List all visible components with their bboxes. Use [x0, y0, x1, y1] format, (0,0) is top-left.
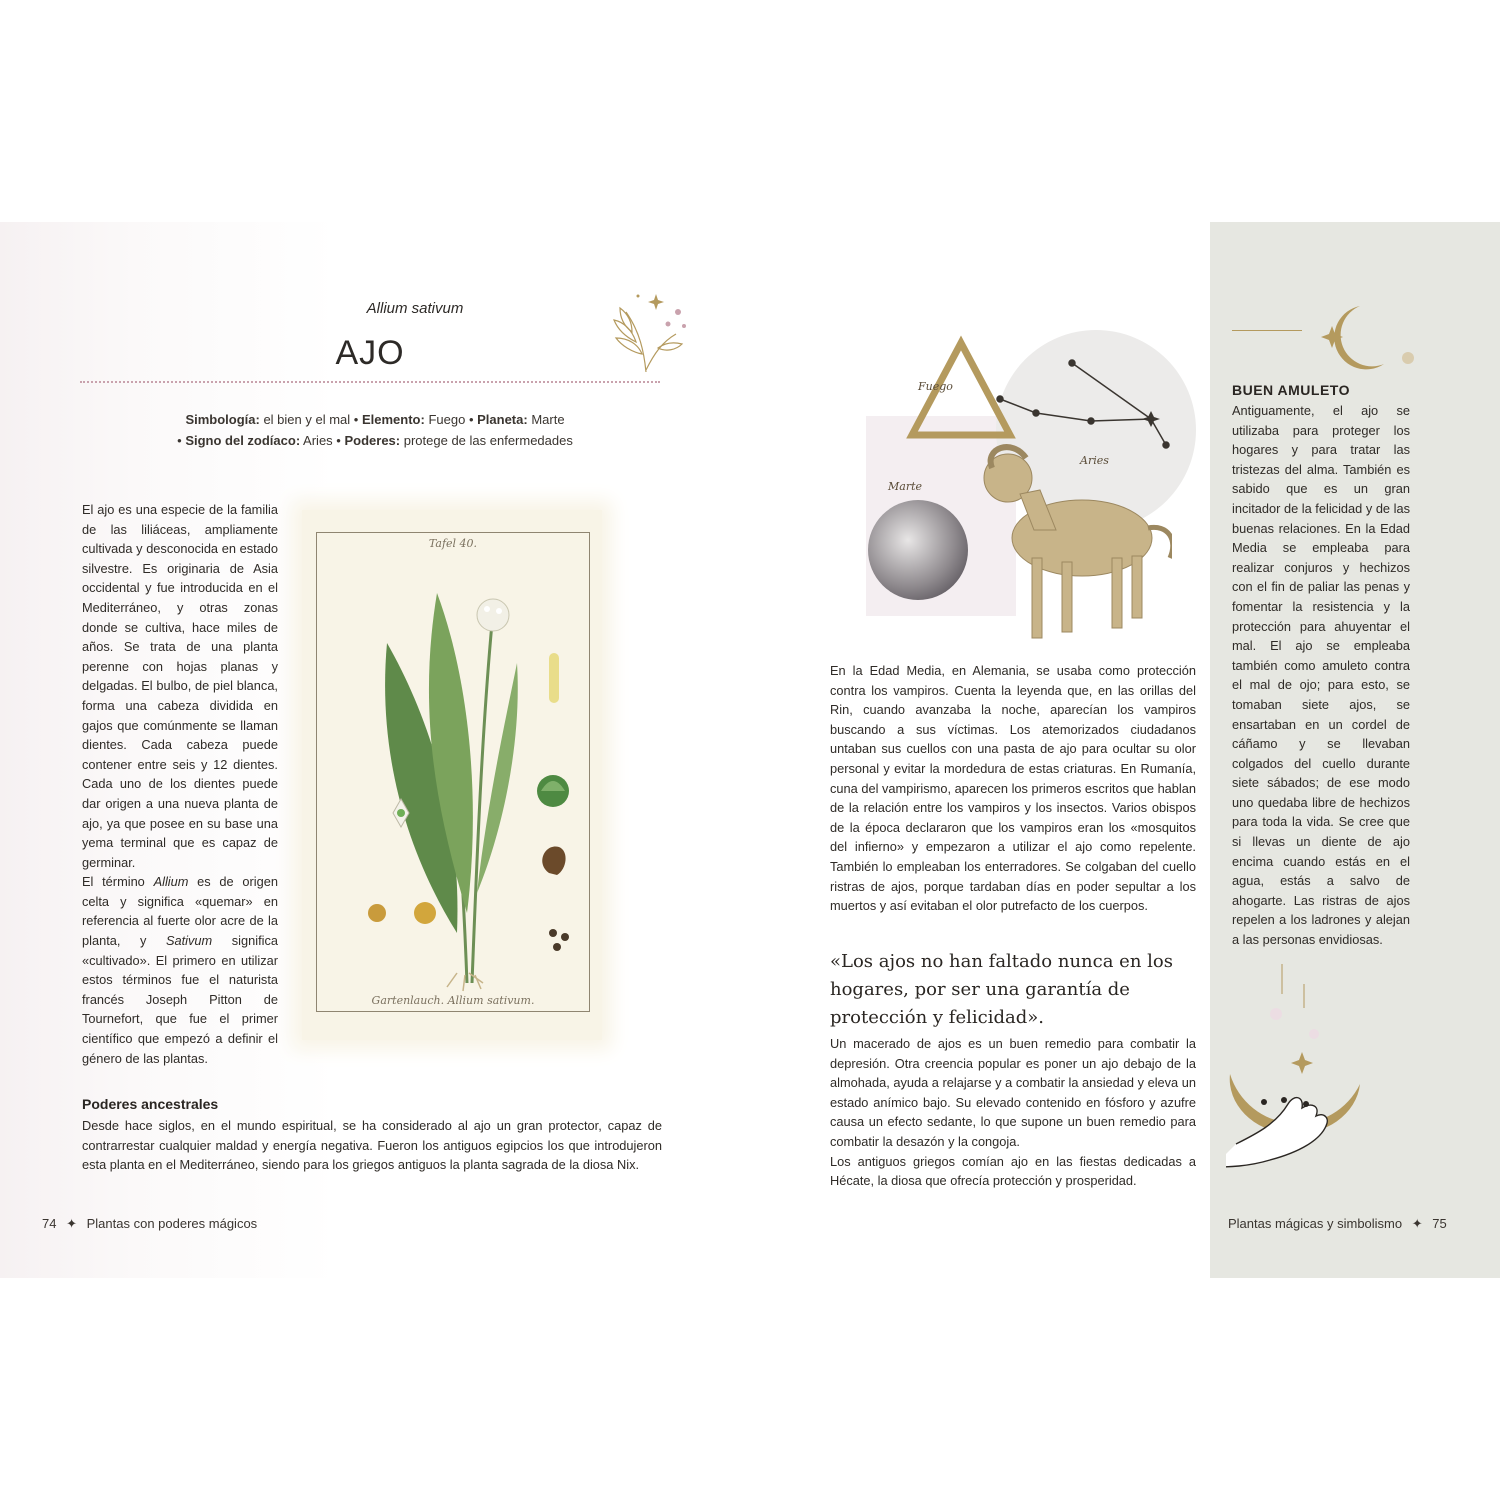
label-marte: Marte	[888, 480, 923, 493]
left-running-title: Plantas con poderes mágicos	[86, 1216, 258, 1231]
page-number-left: 74	[42, 1216, 57, 1231]
page-number-right: 75	[1432, 1216, 1447, 1231]
plate-bottom-caption: Gartenlauch. Allium sativum.	[371, 994, 535, 1007]
attr-value-planet: Marte	[527, 412, 565, 427]
astro-illustration	[856, 330, 1206, 650]
sidebar-rule	[1232, 330, 1302, 331]
intro-paragraph-2	[82, 872, 278, 1068]
attr-separator: •	[177, 433, 182, 448]
text-run: significa «cultivado». El primero en utilizar estos términos fue el naturista francés Joseph Pitton de Tournefort, que fue el primer científico que empezó a definir el género de las plantas.	[82, 933, 278, 1066]
diamond-icon: ✦	[1411, 1216, 1423, 1231]
attr-separator: •	[353, 412, 359, 427]
attr-label-planet: Planeta:	[477, 412, 528, 427]
floral-ornament-icon	[596, 282, 696, 378]
plate-top-caption: Tafel 40.	[428, 537, 478, 550]
page-title: AJO	[335, 334, 405, 372]
label-fuego: Fuego	[918, 380, 953, 393]
crescent-moon-icon	[1316, 300, 1426, 380]
section-body: Desde hace siglos, en el mundo espiritual, se ha considerado al ajo un gran protector, capaz de contrarrestar cualquier maldad y energía negativa. Fueron los antiguos egipcios los que introdujeron esta planta en el Mediterráneo, siendo para los griegos antiguos la planta sagrada de la diosa Nix.	[82, 1118, 662, 1173]
attr-separator: •	[468, 412, 474, 427]
label-aries: Aries	[1080, 454, 1109, 467]
italic-term-sativum: Sativum	[165, 933, 213, 949]
scientific-name: Allium sativum	[366, 300, 464, 317]
section-heading: Poderes ancestrales	[82, 1096, 219, 1112]
main-column	[830, 661, 1196, 916]
attr-label-zodiac: Signo del zodíaco:	[185, 433, 301, 448]
attr-separator: •	[336, 433, 341, 448]
attributes-line-1	[110, 409, 640, 430]
sidebar-body: Antiguamente, el ajo se utilizaba para proteger los hogares y para tratar las tristezas del alma. También es sabido que es un gran incitador de la felicidad y de las buenas relaciones. En la Edad Media se empleaba para realizar conjuros y hechizos con el fin de paliar las penas y fomentar la resistencia y la protección para ahuyentar el mal. El ajo se empleaba también como amuleto contra el mal de ojo; para esto, se tomaban siete ajos, se ensartaban en un cordel de cáñamo y se llevaban colgados del cuello durante siete sábados; de ese modo uno quedaba libre de hechizos para toda la vida. Se cree que si llevas un diente de ajo encima cuando estás en el agua, estás a salvo de ahogarte. Las ristras de ajos repelen a los ladrones y alejan a las personas envidiosas.	[1232, 403, 1410, 948]
pull-quote: «Los ajos no han faltado nunca en los hogares, por ser una garantía de protección y felicidad».	[830, 951, 1173, 1028]
attr-value-powers: protege de las enfermedades	[400, 433, 573, 448]
main-column-2	[830, 1034, 1196, 1191]
right-footer	[1228, 1216, 1447, 1232]
text-run: es de origen celta y significa «quemar» en referencia al fuerte olor acre de la planta, y	[82, 874, 278, 949]
attr-value-zodiac: Aries	[300, 433, 333, 448]
left-footer	[42, 1216, 257, 1232]
mars-planet-icon	[868, 500, 968, 600]
plate-frame	[316, 532, 590, 1012]
text-run: El término	[82, 874, 154, 890]
moon-hand-icon	[1226, 964, 1396, 1194]
ram-illustration-icon	[972, 438, 1172, 648]
botanical-plate	[302, 510, 602, 1040]
diamond-icon: ✦	[66, 1216, 77, 1231]
attr-value-element: Fuego	[424, 412, 466, 427]
italic-term-allium: Allium	[153, 874, 189, 890]
attr-label-powers: Poderes:	[344, 433, 401, 448]
sidebar-heading: BUEN AMULETO	[1232, 382, 1350, 398]
right-running-title: Plantas mágicas y simbolismo	[1228, 1216, 1403, 1231]
title-divider	[80, 381, 660, 383]
intro-paragraph-1: El ajo es una especie de la familia de las liliáceas, ampliamente cultivada y desconocida en estado silvestre. Es originaria de Asia occidental y fue introducida en el Mediterráneo, y otras zonas donde se cultiva, hace miles de años. Se trata de una planta perenne con hojas planas y delgadas. El bulbo, de piel blanca, forma una cabeza dividida en gajos que comúnmente se llaman dientes. Cada cabeza puede contener entre seis y 12 dientes. Cada uno de los dientes puede dar origen a una nueva planta de ajo, ya que posee en su base una yema terminal que es capaz de germinar.	[82, 502, 278, 870]
attributes-line-2	[110, 430, 640, 451]
intro-column	[82, 500, 278, 1068]
attr-label-element: Elemento:	[361, 412, 425, 427]
main-paragraph-1: En la Edad Media, en Alemania, se usaba como protección contra los vampiros. Cuenta la leyenda que, en las orillas del Rin, cuando avanzaba la noche, aparecían los vampiros buscando a sus víctimas. Los atemorizados ciudadanos untaban sus cuellos con una pasta de ajo para ocultar su olor personal y evitar la mordedura de estas criaturas. En Rumanía, cuna del vampirismo, aparecen los primeros escritos que hablan de la relación entre los vampiros y los insectos. Varios obispos de la época declararon que los vampiros eran los «mosquitos del infierno» y empezaron a utilizar el ajo como repelente. También lo empleaban los enterradores. Se colgaban del cuello ristras de ajos, porque tardaban días en poder sepultar a los muertos y así evitaban el olor putrefacto de los cuerpos.	[830, 663, 1196, 914]
main-paragraph-3: Los antiguos griegos comían ajo en las fiestas dedicadas a Hécate, la diosa que ofrecía protección y prosperidad.	[830, 1153, 1196, 1189]
garlic-plant-illustration	[317, 553, 589, 993]
main-paragraph-2: Un macerado de ajos es un buen remedio para combatir la depresión. Otra creencia popular es poner un ajo debajo de la almohada, ayuda a relajarse y a combatir la ansiedad y eleva un estado anímico bajo. Su elevado contenido en fósforo y azufre causa un efecto sedante, lo que supone un buen remedio para combatir la desazón y la congoja.	[830, 1036, 1196, 1149]
attr-label-symbology: Simbología:	[185, 412, 260, 427]
plant-attributes	[110, 409, 640, 451]
attr-value-symbology: el bien y el mal	[259, 412, 351, 427]
